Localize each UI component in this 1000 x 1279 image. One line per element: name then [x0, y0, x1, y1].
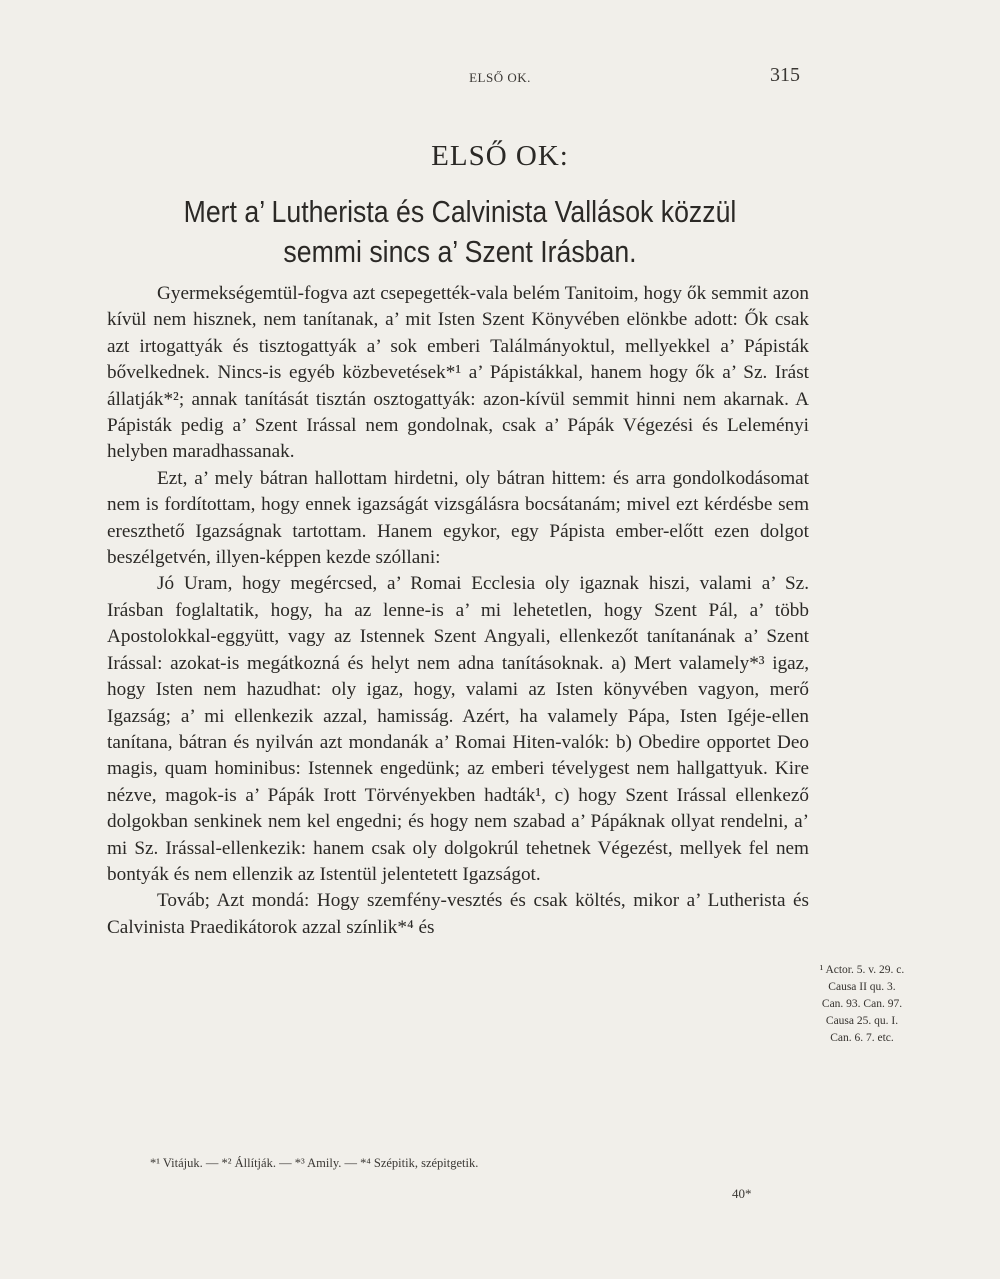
paragraph: Jó Uram, hogy megércsed, a’ Romai Ecclesia oly igaznak hiszi, valami a’ Sz. Irásban foglaltatik, hogy, ha az lenne-is a’ mi lehetetlen, hogy Szent Pál, a’ több Apostolokkal-eggyütt, vagy az Istennek Szent Angyali, ellenkezőt tanítanának a’ Szent Irással: azokat-is megátkozná és helyt nem adna tanításoknak. a) Mert valamely*³ igaz, hogy Isten nem hazudhat: oly igaz, hogy, valami az Isten könyvében vagyon, merő Igazság; a’ mi ellenkezik azzal, hamisság. Azért, ha valamely Pápa, Isten Igéje-ellen tanítana, bátran és nyilván azt mondanák a’ Romai Hiten-valók: b) Obedire opportet Deo magis, quam hominibus: Istennek engedünk; az emberi tévelygest nem hallgattyuk. Kire nézve, magok-is a’ Pápák Irott Törvényekben hadták¹, c) hogy Szent Irással ellenkező dolgokban senkinek nem kel engedni; és hogy nem szabad a’ Pápáknak ollyat rendelni, a’ mi Sz. Irással-ellenkezik: hanem csak oly dolgokrúl tehetnek Végezést, mellyek fel nem bontyák és nem ellenzik az Istentül jelentetett Igazságot.	[107, 573, 809, 885]
signature-mark: 40*	[732, 1186, 752, 1201]
page-number: 315	[770, 64, 800, 86]
footnotes: *¹ Vitájuk. — *² Állítják. — *³ Amily. — *⁴ Szépitik, szépitgetik.	[150, 1156, 479, 1170]
chapter-title: ELSŐ OK:	[431, 140, 569, 172]
paragraph: Ezt, a’ mely bátran hallottam hirdetni, oly bátran hittem: és arra gondolkodásomat nem is fordítottam, hogy ennek igazságát vizsgálásra bocsátanám; mivel ezt kérdésbe sem ereszthető Igazságnak tartottam. Hanem egykor, egy Pápista ember-előtt ezen dolgot beszélgetvén, illyen-képpen kezde szóllani:	[107, 467, 809, 569]
paragraph: Továb; Azt mondá: Hogy szemfény-vesztés és csak költés, mikor a’ Lutherista és Calvinista Praedikátorok azzal színlik*⁴ és	[107, 890, 809, 938]
body-text	[107, 281, 809, 941]
margin-note: ¹ Actor. 5. v. 29. c. Causa II qu. 3. Can. 93. Can. 97. Causa 25. qu. I. Can. 6. 7. etc.	[819, 964, 905, 1044]
running-head: ELSŐ OK.	[469, 70, 531, 85]
paragraph: Gyermekségemtül-fogva azt csepegették-vala belém Tanitoim, hogy ők semmit azon kívül nem hisznek, nem tanítanak, a’ mit Isten Szent Könyvében elönkbe adott: Ők csak azt irtogattyák és tisztogattyák a’ sok emberi Találmányoktul, mellyekkel a’ Pápisták bővelkednek. Nincs-is egyéb közbevetések*¹ a’ Pápistákkal, hanem hogy ők a’ Sz. Irást állatják*²; annak tanítását tisztán osztogattyák: azon-kívül semmit hinni nem akarnak. A Pápisták pedig a’ Szent Irással nem gondolnak, csak a’ Pápák Végezési és Leleményi helyben maradhassanak.	[107, 283, 809, 463]
chapter-subtitle: Mert a’ Lutherista és Calvinista Vallások közzül semmi sincs a’ Szent Irásban.	[183, 194, 737, 269]
